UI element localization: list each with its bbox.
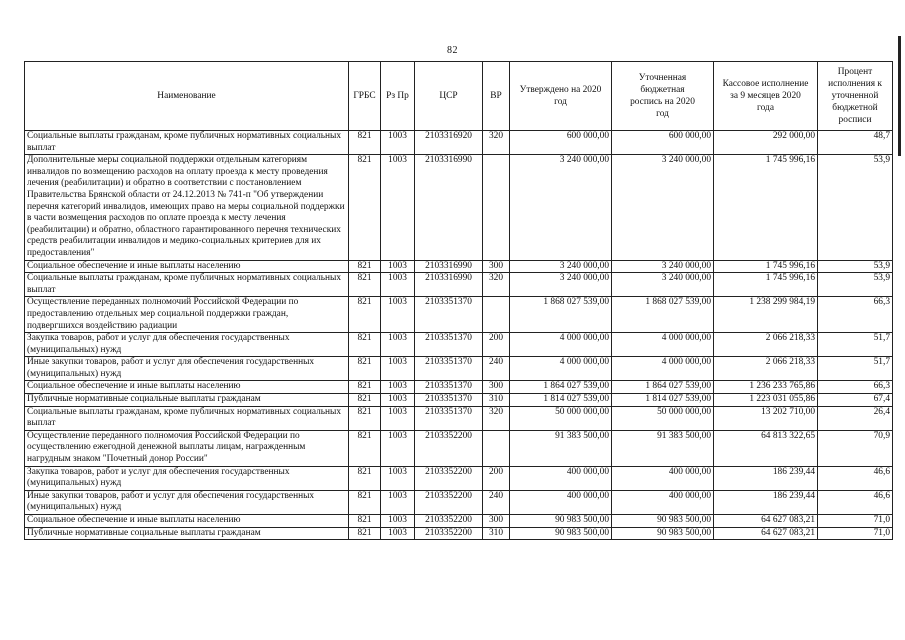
- row-csr: 2103351370: [415, 394, 483, 407]
- row-grbs: 821: [349, 490, 381, 514]
- row-name: Социальное обеспечение и иные выплаты населению: [25, 515, 349, 528]
- row-cash: 64 627 083,21: [714, 527, 818, 540]
- table-row: [25, 406, 893, 430]
- row-cash: 2 066 218,33: [714, 357, 818, 381]
- col-header-cash: Кассовое исполнение за 9 месяцев 2020 года: [714, 62, 818, 131]
- row-grbs: 821: [349, 430, 381, 466]
- col-header-refined: Уточненная бюджетная роспись на 2020 год: [612, 62, 714, 131]
- budget-execution-table: [24, 61, 893, 540]
- row-vr: [483, 155, 510, 260]
- row-approved: 4 000 000,00: [510, 357, 612, 381]
- row-vr: 300: [483, 381, 510, 394]
- row-csr: 2103316990: [415, 260, 483, 273]
- row-grbs: 821: [349, 466, 381, 490]
- row-cash: 1 236 233 765,86: [714, 381, 818, 394]
- row-name: Публичные нормативные социальные выплаты гражданам: [25, 527, 349, 540]
- row-cash: 64 627 083,21: [714, 515, 818, 528]
- row-rzpr: 1003: [381, 466, 415, 490]
- row-refined: 90 983 500,00: [612, 515, 714, 528]
- row-vr: 320: [483, 131, 510, 155]
- row-refined: 1 864 027 539,00: [612, 381, 714, 394]
- row-csr: 2103352200: [415, 466, 483, 490]
- row-rzpr: 1003: [381, 273, 415, 297]
- row-grbs: 821: [349, 155, 381, 260]
- row-rzpr: 1003: [381, 515, 415, 528]
- row-cash: 1 223 031 055,86: [714, 394, 818, 407]
- row-name: Закупка товаров, работ и услуг для обеспечения государственных (муниципальных) нужд: [25, 333, 349, 357]
- row-name: Иные закупки товаров, работ и услуг для обеспечения государственных (муниципальных) нужд: [25, 490, 349, 514]
- row-rzpr: 1003: [381, 357, 415, 381]
- row-name: Социальные выплаты гражданам, кроме публичных нормативных социальных выплат: [25, 273, 349, 297]
- table-row: [25, 527, 893, 540]
- table-row: [25, 297, 893, 333]
- row-approved: 90 983 500,00: [510, 515, 612, 528]
- row-csr: 2103352200: [415, 490, 483, 514]
- table-row: [25, 333, 893, 357]
- row-percent: 71,0: [818, 515, 893, 528]
- row-grbs: 821: [349, 527, 381, 540]
- row-name: Осуществление переданных полномочий Российской Федерации по предоставлению отдельных мер социальной поддержки граждан, подвергшихся воздействию радиации: [25, 297, 349, 333]
- row-vr: [483, 297, 510, 333]
- row-csr: 2103352200: [415, 527, 483, 540]
- row-csr: 2103351370: [415, 406, 483, 430]
- row-name: Социальные выплаты гражданам, кроме публичных нормативных социальных выплат: [25, 131, 349, 155]
- col-header-rzpr: Рз Пр: [381, 62, 415, 131]
- row-cash: 1 745 996,16: [714, 260, 818, 273]
- row-cash: 1 745 996,16: [714, 273, 818, 297]
- row-vr: 300: [483, 515, 510, 528]
- row-percent: 51,7: [818, 333, 893, 357]
- page-number: 82: [447, 45, 458, 56]
- row-refined: 400 000,00: [612, 490, 714, 514]
- table-row: [25, 260, 893, 273]
- row-percent: 66,3: [818, 297, 893, 333]
- row-percent: 70,9: [818, 430, 893, 466]
- col-header-csr: ЦСР: [415, 62, 483, 131]
- row-vr: 200: [483, 333, 510, 357]
- row-vr: 240: [483, 357, 510, 381]
- row-vr: [483, 430, 510, 466]
- row-cash: 186 239,44: [714, 466, 818, 490]
- row-refined: 50 000 000,00: [612, 406, 714, 430]
- row-csr: 2103316920: [415, 131, 483, 155]
- row-cash: 2 066 218,33: [714, 333, 818, 357]
- col-header-percent: Процент исполнения к уточненной бюджетной росписи: [818, 62, 893, 131]
- row-name: Закупка товаров, работ и услуг для обеспечения государственных (муниципальных) нужд: [25, 466, 349, 490]
- row-vr: 300: [483, 260, 510, 273]
- row-vr: 320: [483, 406, 510, 430]
- table-row: [25, 394, 893, 407]
- row-percent: 53,9: [818, 155, 893, 260]
- row-approved: 400 000,00: [510, 490, 612, 514]
- row-percent: 66,3: [818, 381, 893, 394]
- row-approved: 1 868 027 539,00: [510, 297, 612, 333]
- row-refined: 1 868 027 539,00: [612, 297, 714, 333]
- row-cash: 1 238 299 984,19: [714, 297, 818, 333]
- row-name: Осуществление переданного полномочия Российской Федерации по осуществлению ежегодной денежной выплаты лицам, награжденным нагрудным знаком "Почетный донор России": [25, 430, 349, 466]
- row-percent: 71,0: [818, 527, 893, 540]
- row-refined: 600 000,00: [612, 131, 714, 155]
- row-refined: 400 000,00: [612, 466, 714, 490]
- row-grbs: 821: [349, 394, 381, 407]
- row-grbs: 821: [349, 406, 381, 430]
- row-cash: 1 745 996,16: [714, 155, 818, 260]
- row-refined: 90 983 500,00: [612, 527, 714, 540]
- row-rzpr: 1003: [381, 131, 415, 155]
- row-approved: 1 814 027 539,00: [510, 394, 612, 407]
- scan-edge-mark: [898, 36, 901, 156]
- row-refined: 4 000 000,00: [612, 333, 714, 357]
- row-approved: 50 000 000,00: [510, 406, 612, 430]
- table-row: [25, 490, 893, 514]
- row-name: Иные закупки товаров, работ и услуг для обеспечения государственных (муниципальных) нужд: [25, 357, 349, 381]
- col-header-name: Наименование: [25, 62, 349, 131]
- row-csr: 2103351370: [415, 357, 483, 381]
- row-cash: 186 239,44: [714, 490, 818, 514]
- row-rzpr: 1003: [381, 406, 415, 430]
- row-refined: 1 814 027 539,00: [612, 394, 714, 407]
- row-rzpr: 1003: [381, 260, 415, 273]
- row-refined: 91 383 500,00: [612, 430, 714, 466]
- table-header-row: [25, 62, 893, 131]
- row-vr: 240: [483, 490, 510, 514]
- table-row: [25, 515, 893, 528]
- row-name: Публичные нормативные социальные выплаты гражданам: [25, 394, 349, 407]
- row-percent: 51,7: [818, 357, 893, 381]
- row-rzpr: 1003: [381, 155, 415, 260]
- row-percent: 46,6: [818, 466, 893, 490]
- table-row: [25, 155, 893, 260]
- row-percent: 67,4: [818, 394, 893, 407]
- row-csr: 2103351370: [415, 333, 483, 357]
- row-approved: 3 240 000,00: [510, 273, 612, 297]
- row-csr: 2103351370: [415, 381, 483, 394]
- row-grbs: 821: [349, 131, 381, 155]
- row-cash: 64 813 322,65: [714, 430, 818, 466]
- row-grbs: 821: [349, 260, 381, 273]
- row-cash: 292 000,00: [714, 131, 818, 155]
- row-name: Дополнительные меры социальной поддержки отдельным категориям инвалидов по возмещению расходов на оплату проезда к месту проведения лечения (реабилитации) и обратно в соответствии с постановлением Правительства Брянской области от 24.12.2013 № 741-п "Об утверждении перечня категорий инвалидов, имеющих право на меры социальной поддержки в части возмещения расходов по оплате проезда к месту лечения (реабилитации) и обратно, областного гарантированного перечня технических средств реабилитации инвалидов и медико-социальных критериев для их предоставления": [25, 155, 349, 260]
- row-refined: 3 240 000,00: [612, 155, 714, 260]
- row-csr: 2103352200: [415, 515, 483, 528]
- row-approved: 600 000,00: [510, 131, 612, 155]
- row-rzpr: 1003: [381, 333, 415, 357]
- row-percent: 46,6: [818, 490, 893, 514]
- row-grbs: 821: [349, 273, 381, 297]
- row-rzpr: 1003: [381, 394, 415, 407]
- row-rzpr: 1003: [381, 430, 415, 466]
- col-header-approved: Утверждено на 2020 год: [510, 62, 612, 131]
- table-row: [25, 466, 893, 490]
- row-name: Социальное обеспечение и иные выплаты населению: [25, 381, 349, 394]
- row-csr: 2103316990: [415, 273, 483, 297]
- row-approved: 3 240 000,00: [510, 260, 612, 273]
- row-rzpr: 1003: [381, 381, 415, 394]
- row-csr: 2103316990: [415, 155, 483, 260]
- row-approved: 90 983 500,00: [510, 527, 612, 540]
- row-approved: 91 383 500,00: [510, 430, 612, 466]
- table-body: [25, 131, 893, 540]
- row-vr: 310: [483, 527, 510, 540]
- row-percent: 26,4: [818, 406, 893, 430]
- row-refined: 3 240 000,00: [612, 273, 714, 297]
- row-grbs: 821: [349, 381, 381, 394]
- row-grbs: 821: [349, 333, 381, 357]
- row-approved: 4 000 000,00: [510, 333, 612, 357]
- row-grbs: 821: [349, 515, 381, 528]
- row-name: Социальное обеспечение и иные выплаты населению: [25, 260, 349, 273]
- col-header-vr: ВР: [483, 62, 510, 131]
- row-vr: 200: [483, 466, 510, 490]
- row-percent: 48,7: [818, 131, 893, 155]
- row-approved: 400 000,00: [510, 466, 612, 490]
- row-csr: 2103352200: [415, 430, 483, 466]
- row-cash: 13 202 710,00: [714, 406, 818, 430]
- row-csr: 2103351370: [415, 297, 483, 333]
- table-row: [25, 381, 893, 394]
- table-row: [25, 430, 893, 466]
- row-percent: 53,9: [818, 260, 893, 273]
- row-approved: 1 864 027 539,00: [510, 381, 612, 394]
- row-vr: 310: [483, 394, 510, 407]
- col-header-grbs: ГРБС: [349, 62, 381, 131]
- table-row: [25, 273, 893, 297]
- row-approved: 3 240 000,00: [510, 155, 612, 260]
- row-name: Социальные выплаты гражданам, кроме публичных нормативных социальных выплат: [25, 406, 349, 430]
- row-refined: 3 240 000,00: [612, 260, 714, 273]
- row-percent: 53,9: [818, 273, 893, 297]
- row-refined: 4 000 000,00: [612, 357, 714, 381]
- table-row: [25, 357, 893, 381]
- row-vr: 320: [483, 273, 510, 297]
- row-grbs: 821: [349, 357, 381, 381]
- table-row: [25, 131, 893, 155]
- row-rzpr: 1003: [381, 297, 415, 333]
- row-grbs: 821: [349, 297, 381, 333]
- row-rzpr: 1003: [381, 490, 415, 514]
- row-rzpr: 1003: [381, 527, 415, 540]
